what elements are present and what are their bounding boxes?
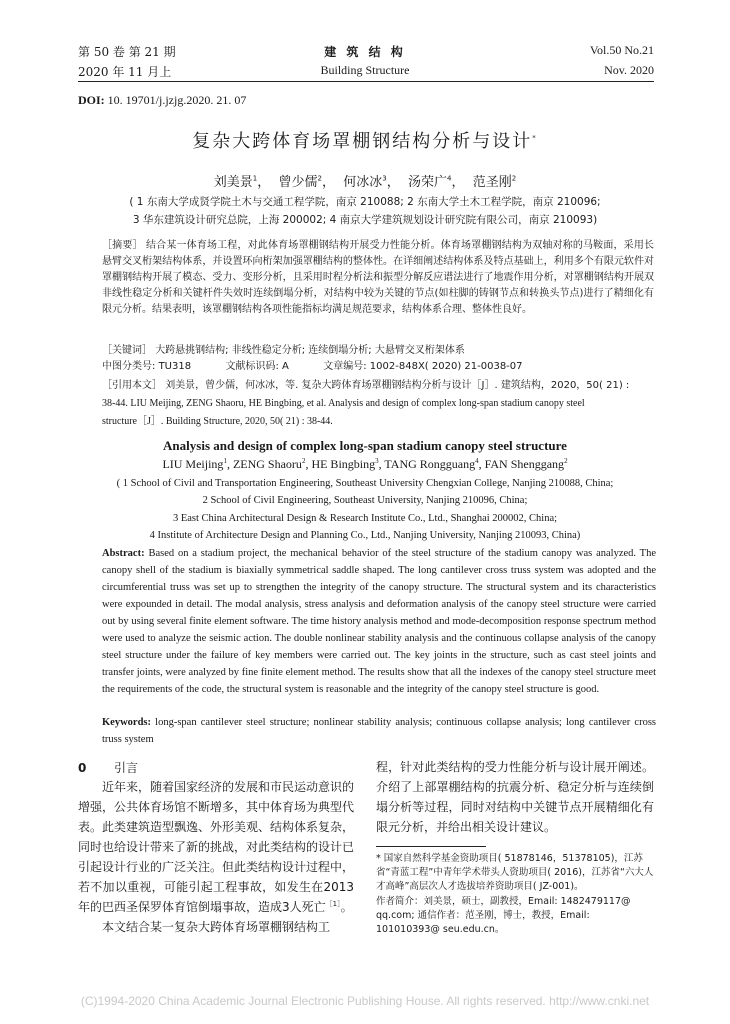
affiliation-en-line: 4 Institute of Architecture Design and Planning Co., Ltd., Nanjing University, Nanjing 210093, China) <box>149 530 581 541</box>
doc-code-label: 文献标识码: <box>225 361 279 372</box>
author-cn[interactable]: 范圣刚$^2$ <box>472 174 517 190</box>
abstract-cn-text: 结合某一体育场工程，对此体育场罩棚钢结构开展受力性能分析。体育场罩棚钢结构为双轴对称的马鞍面，采用长悬臂交叉桁架结构体系，并设置环向桁架加强罩棚结构的整体性。在详细阐述结构体系及特点基础上，利用多个有限元软件对罩棚钢结构开展了模态、受力、变形分析，且采用时程分析法和振型分解反应谱法进行了地震作用分析，对罩棚钢结构开展双非线性稳定分析和关键杆件失效时连续倒塌分析，对结构中较为关键的节点(如柱脚的铸钢节点和转换头节点)进行了精细化有限元分析。结果表明，该罩棚钢结构各项性能指标均满足规范要求，结构体系合理、整体性良好。 <box>102 240 654 315</box>
article-id-value: 1002-848X( 2020) 21-0038-07 <box>369 361 523 372</box>
title-footnote-mark: * <box>532 134 538 142</box>
doi-value: 10. 19701/j.jzjg.2020. 21. 07 <box>107 93 247 107</box>
keywords-en-label: Keywords: <box>102 717 151 728</box>
title-cn-text: 复杂大跨体育场罩棚钢结构分析与设计 <box>192 131 533 152</box>
affiliation-en-line: 2 School of Civil Engineering, Southeast University, Nanjing 210096, China; <box>202 495 528 506</box>
footnote-rule <box>376 846 486 847</box>
paper-title-en: Analysis and design of complex long-span stadium canopy steel structure <box>163 438 567 453</box>
article-id-label: 文章编号: <box>323 361 367 372</box>
copyright-footer: (C)1994-2020 China Academic Journal Electronic Publishing House. All rights reserved. http://www.cnki.net <box>80 994 650 1008</box>
keywords-cn <box>102 343 654 359</box>
abstract-cn <box>102 238 654 318</box>
author-en[interactable]: FAN Shenggang$^2$ <box>484 457 568 471</box>
author-en[interactable]: ZENG Shaoru$^2$ <box>232 457 306 471</box>
citation-en-line: 38-44. LIU Meijing, ZENG Shaoru, HE Bingbing, et al. Analysis and design of complex long-span stadium canopy steel <box>102 398 585 409</box>
clc-value: TU318 <box>158 361 192 372</box>
journal-date-en: Nov. 2020 <box>604 63 654 77</box>
footnote-author: 作者简介：刘美景，硕士，副教授，Email: 1482479117@ qq.com; 通信作者：范圣刚，博士，教授，Email: 101010393@ seu.edu.cn。 <box>376 896 631 935</box>
journal-name-cn: 建 筑 结 构 <box>324 45 406 59</box>
affiliation-cn-line: ( 1 东南大学成贤学院土木与交通工程学院，南京 210088; 2 东南大学土木工程学院，南京 210096; <box>129 196 601 208</box>
keywords-en <box>102 714 656 748</box>
authors-cn: 刘美景$^1$， 曾少儒$^2$， 何冰冰$^3$， 汤荣广$^4$， 范圣刚$^2$ <box>213 174 517 190</box>
keywords-en-text: long-span cantilever steel structure; nonlinear stability analysis; continuous collapse analysis; long cantilever cross truss system <box>102 717 656 745</box>
journal-name-en: Building Structure <box>320 63 410 77</box>
classification <box>102 359 654 375</box>
paper-title-cn <box>0 127 730 153</box>
intro-paragraph: 近年来，随着国家经济的发展和市民运动意识的增强，公共体育场馆不断增多，其中体育场为典型代表。此类建筑造型飘逸、外形美观、结构体系复杂，同时也给设计带来了新的挑战，对此类结构的设计已引起设计行业的广泛关注。但此类结构设计过程中，若不加以重视，可能引起工程事故，如发生在2013年的巴西圣保罗体育馆倒塌事故，造成3人死亡$^{[1]}$。 <box>78 780 355 914</box>
citation-label: ［引用本文］ <box>102 380 162 391</box>
author-en[interactable]: TANG Rongguang$^4$ <box>384 457 479 471</box>
journal-volume: 第 50 卷 第 21 期 <box>78 45 176 59</box>
affiliation-en-line: ( 1 School of Civil and Transportation Engineering, Southeast University Chengxian College, Nanjing 210088, China; <box>116 478 614 489</box>
author-en[interactable]: HE Bingbing$^3$ <box>311 457 379 471</box>
abstract-en-label: Abstract: <box>102 548 145 559</box>
author-cn[interactable]: 汤荣广$^4$ <box>408 174 452 190</box>
abstract-en <box>102 545 656 698</box>
reference-mark[interactable]: ［1］ <box>325 900 341 908</box>
section-number: 0 <box>78 761 87 775</box>
citation <box>102 377 658 431</box>
citation-cn: 刘美景，曾少儒，何冰冰，等. 复杂大跨体育场罩棚钢结构分析与设计［J］. 建筑结构，2020，50( 21) : <box>165 380 630 391</box>
citation-en-line: structure［J］. Building Structure, 2020, 50( 21) : 38-44. <box>102 416 333 427</box>
footnote-fund: * 国家自然科学基金资助项目( 51878146，51378105)，江苏省“青蓝工程”中青年学术带头人资助项目( 2016)，江苏省“六大人才高峰”高层次人才选拔培养资助项目( JZ-001)。 <box>376 853 654 892</box>
doi[interactable] <box>78 93 246 108</box>
author-en[interactable]: LIU Meijing$^1$ <box>162 457 227 471</box>
doi-label: DOI: <box>78 93 105 107</box>
affiliation-cn-line: 3 华东建筑设计研究总院，上海 200002; 4 南京大学建筑规划设计研究院有限公司，南京 210093) <box>132 214 598 226</box>
keywords-cn-text: 大跨悬挑钢结构; 非线性稳定分析; 连续倒塌分析; 大悬臂交叉桁架体系 <box>155 345 465 356</box>
doc-code-value: A <box>282 361 289 372</box>
section-heading <box>78 758 138 778</box>
section-title: 引言 <box>114 761 139 775</box>
authors-en: LIU Meijing$^1$, ZENG Shaoru$^2$, HE Bingbing$^3$, TANG Rongguang$^4$, FAN Shenggang$^2$ <box>162 457 568 471</box>
author-cn[interactable]: 刘美景$^1$ <box>213 174 258 190</box>
intro-paragraph-continued: 程，针对此类结构的受力性能分析与设计展开阐述。介绍了上部罩棚结构的抗震分析、稳定分析与连续倒塌分析等过程，同时对结构中关键节点开展精细化有限元分析，并给出相关设计建议。 <box>376 760 654 834</box>
clc-label: 中图分类号: <box>102 361 156 372</box>
abstract-cn-label: ［摘要］ <box>102 240 143 251</box>
affiliation-en-line: 3 East China Architectural Design & Research Institute Co., Ltd., Shanghai 200002, China; <box>172 513 558 524</box>
journal-date: 2020 年 11 月上 <box>78 65 172 79</box>
header-rule <box>78 81 654 82</box>
abstract-en-text: Based on a stadium project, the mechanical behavior of the steel structure of the stadium canopy was analyzed. The canopy shell of the stadium is biaxially symmetrical saddle shaped. The long cantilever cross truss system was adopted and the circumferential truss was set up to strengthen the integrity of the canopy structure. The structural system and its characteristics were expounded in detail. The modal analysis, stress analysis and deformation analysis of the canopy steel structure were carried out by using several finite element software. The time history analysis method and mode-decomposition response spectrum method were used to analyze the seismic action. The double nonlinear stability analysis and the continuous collapse analysis of the canopy steel structure under the failure of key members were carried out. The key joints in the structure, such as cast steel joints and transfer joints, were analyzed by fine finite element method. The results show that all the indexes of the canopy steel structure meet the requirements of the code, the structural system is reasonable and the integrity of the canopy steel structure is good. <box>102 548 657 695</box>
intro-paragraph-2: 本文结合某一复杂大跨体育场罩棚钢结构工 <box>102 920 331 934</box>
author-cn[interactable]: 何冰冰$^3$ <box>343 174 387 190</box>
author-cn[interactable]: 曾少儒$^2$ <box>278 174 322 190</box>
keywords-cn-label: ［关键词］ <box>102 345 152 356</box>
journal-volume-en: Vol.50 No.21 <box>589 43 654 57</box>
